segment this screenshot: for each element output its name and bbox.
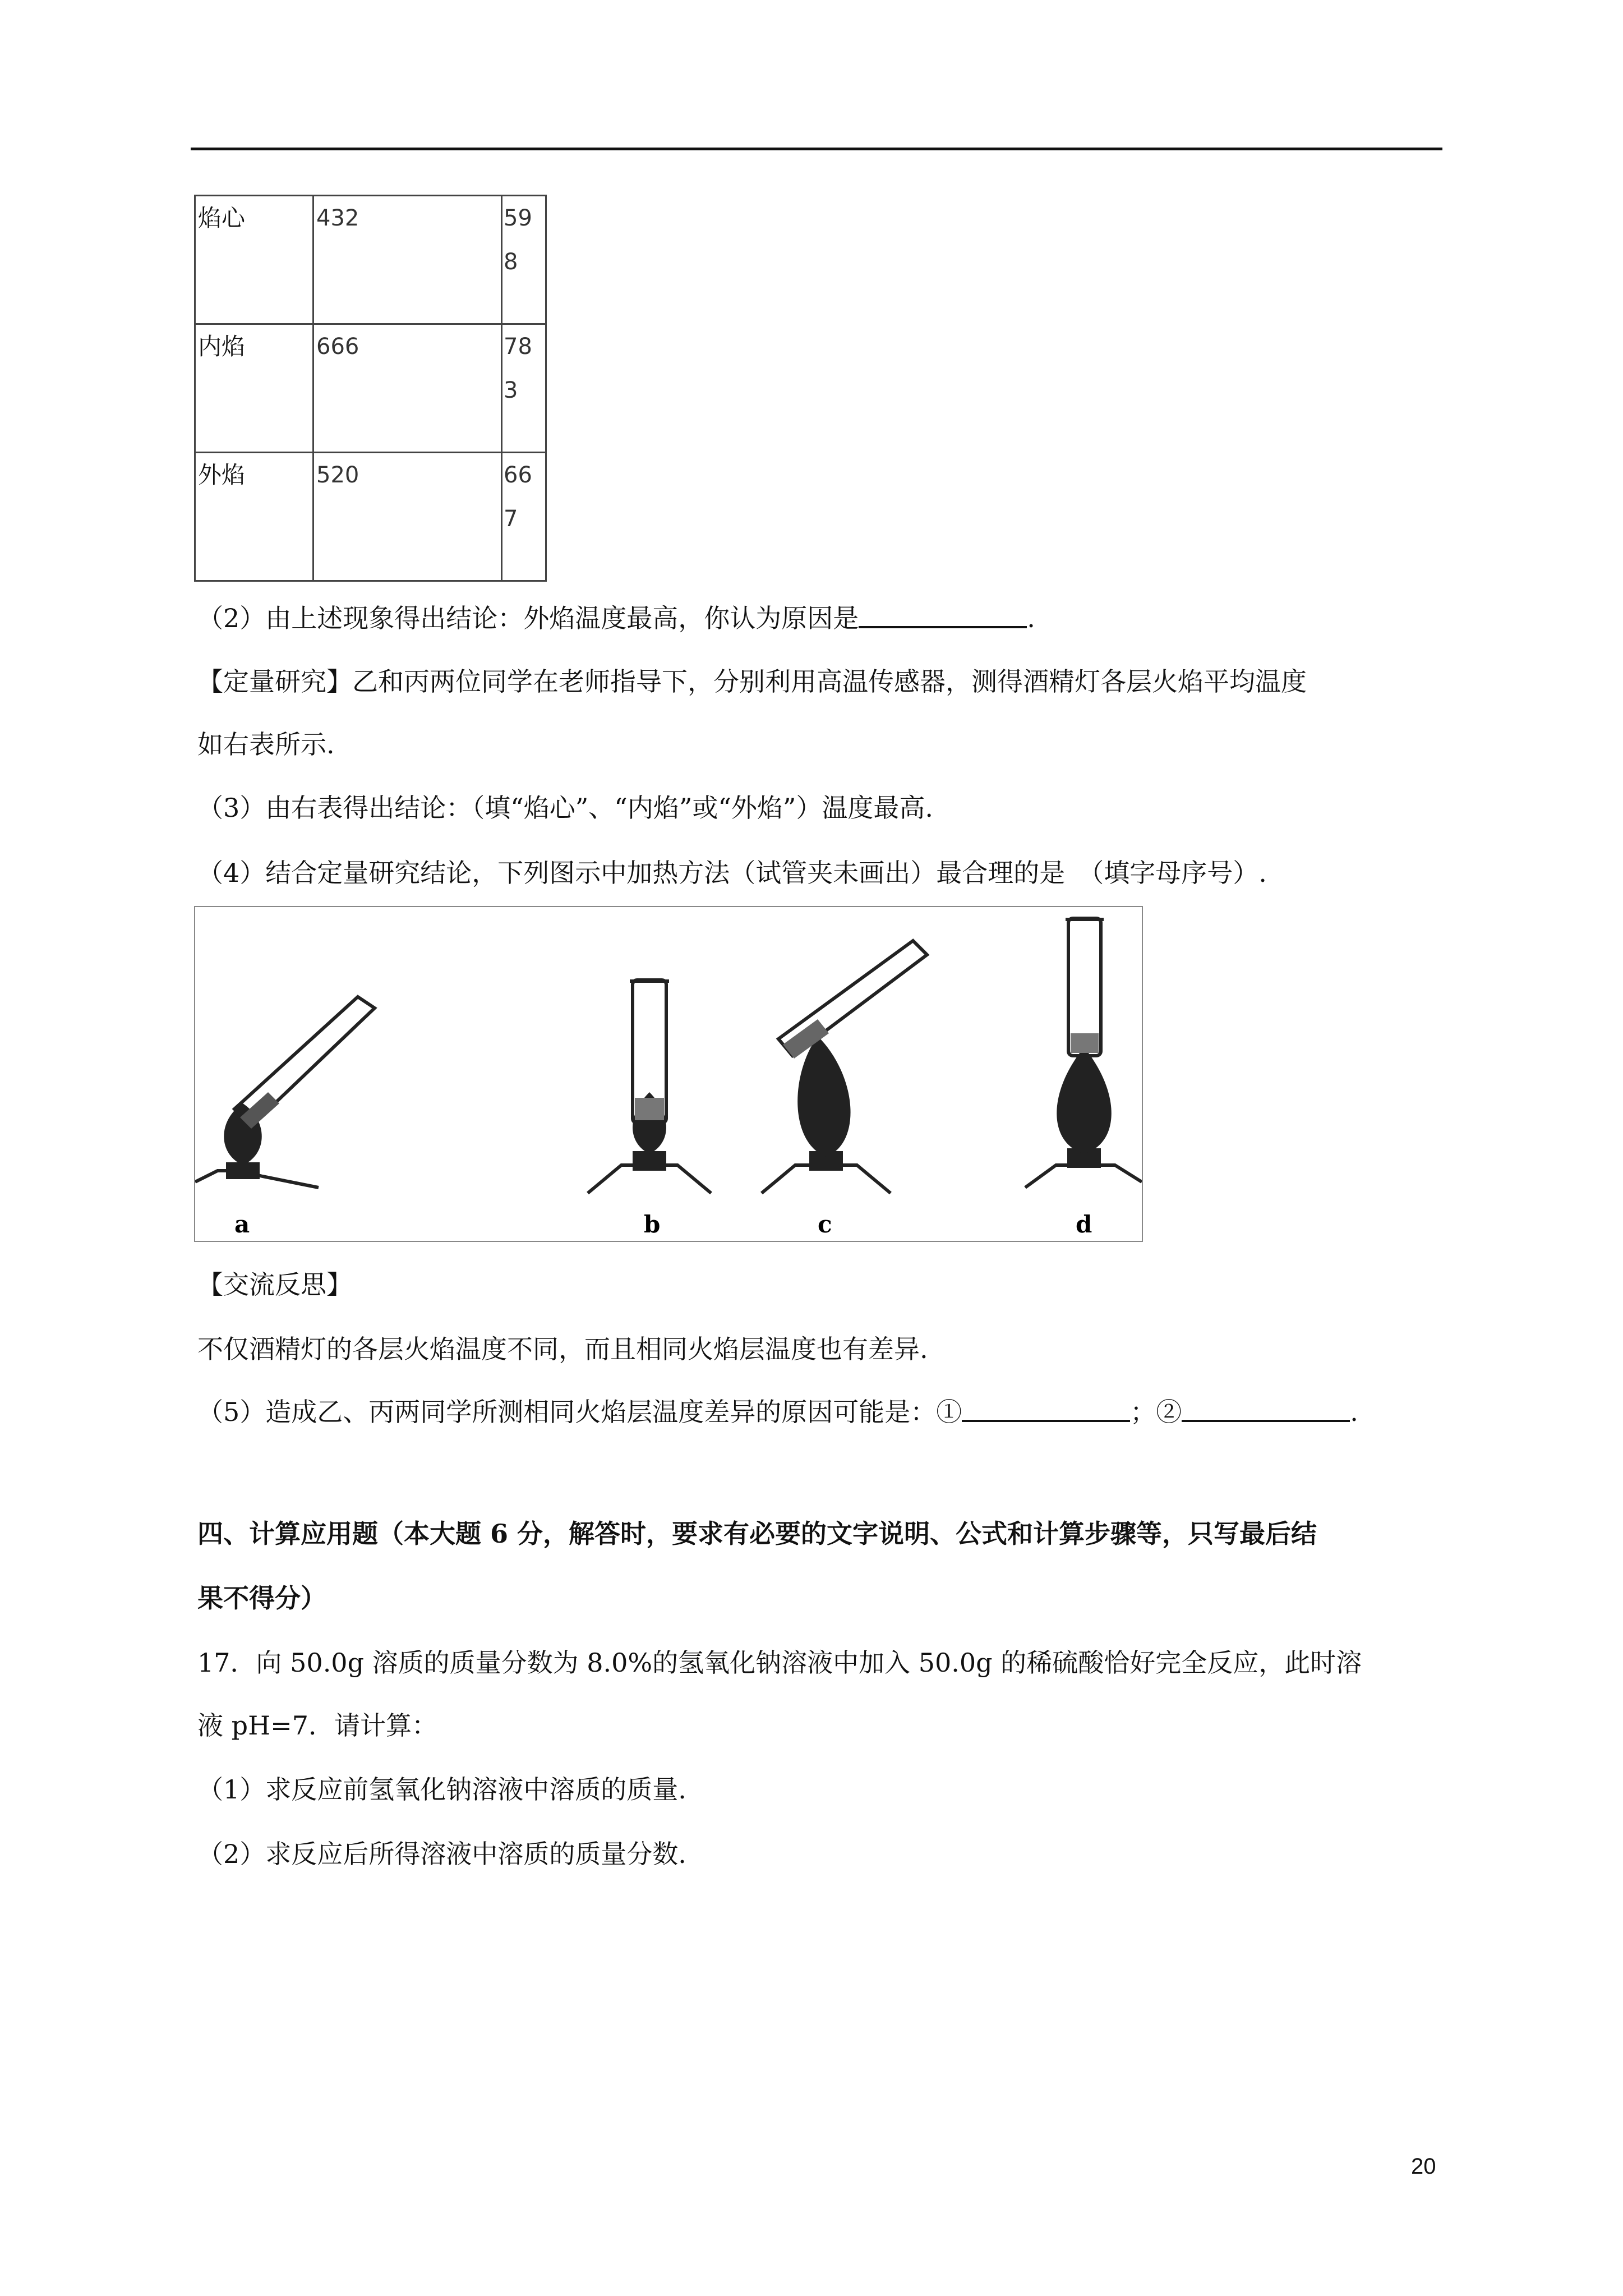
table-cell-value: 666 <box>313 324 502 453</box>
table-row <box>195 453 546 581</box>
question-2: （2）由上述现象得出结论：外焰温度最高，你认为原因是 . <box>197 603 1035 633</box>
table-cell-value: 598 <box>504 205 532 275</box>
question-4: （4）结合定量研究结论，下列图示中加热方法（试管夹未画出）最合理的是 （填字母序号）. <box>197 858 1267 888</box>
problem-17-question-2: （2）求反应后所得溶液中溶质的质量分数. <box>197 1839 686 1869</box>
question-3: （3）由右表得出结论：（填“焰心”、“内焰”或“外焰”）温度最高. <box>197 793 933 823</box>
problem-17-line-1: 17．向 50.0g 溶质的质量分数为 8.0%的氢氧化钠溶液中加入 50.0g 的稀硫酸恰好完全反应，此时溶 <box>197 1648 1362 1678</box>
figure-label: a <box>234 1211 250 1238</box>
reflection-title: 【交流反思】 <box>197 1269 352 1300</box>
table-row <box>195 196 546 324</box>
page-number: 20 <box>1411 2154 1436 2179</box>
answer-blank-1[interactable] <box>962 1397 1130 1422</box>
option-c-lamp <box>762 941 927 1238</box>
option-a-lamp <box>195 997 375 1238</box>
table-row <box>195 324 546 453</box>
section-4-heading-cont: 果不得分） <box>197 1583 326 1613</box>
alcohol-lamp-illustration <box>195 907 1142 1241</box>
answer-blank[interactable] <box>859 604 1027 628</box>
section-4-heading: 四、计算应用题（本大题 6 分，解答时，要求有必要的文字说明、公式和计算步骤等，只写最后结 <box>197 1519 1317 1549</box>
problem-17-line-2: 液 pH=7．请计算： <box>197 1710 437 1741</box>
problem-17-question-1: （1）求反应前氢氧化钠溶液中溶质的质量. <box>197 1774 686 1805</box>
header-rule <box>191 148 1442 150</box>
flame-temperature-table <box>194 195 547 582</box>
question-5: （5）造成乙、丙两同学所测相同火焰层温度差异的原因可能是：① ；② . <box>197 1397 1358 1427</box>
table-cell-value: 667 <box>504 462 532 532</box>
figure-label: b <box>644 1211 661 1238</box>
figure-label: c <box>818 1211 832 1238</box>
table-cell-value: 520 <box>313 453 502 581</box>
option-b-lamp <box>588 980 711 1238</box>
reflection-text: 不仅酒精灯的各层火焰温度不同，而且相同火焰层温度也有差异. <box>197 1334 928 1364</box>
table-cell-layer: 焰心 <box>195 196 313 324</box>
answer-blank-2[interactable] <box>1182 1397 1350 1422</box>
option-d-lamp <box>1025 918 1142 1238</box>
table-cell-layer: 内焰 <box>195 324 313 453</box>
table-cell-layer: 外焰 <box>195 453 313 581</box>
figure-label: d <box>1076 1211 1092 1238</box>
quantitative-study-line-1: 【定量研究】乙和丙两位同学在老师指导下，分别利用高温传感器，测得酒精灯各层火焰平均温度 <box>197 666 1307 697</box>
quantitative-study-line-2: 如右表所示. <box>197 729 335 760</box>
table-cell-value: 783 <box>504 334 532 403</box>
table-cell-value: 432 <box>313 196 502 324</box>
heating-methods-figure <box>194 906 1143 1242</box>
